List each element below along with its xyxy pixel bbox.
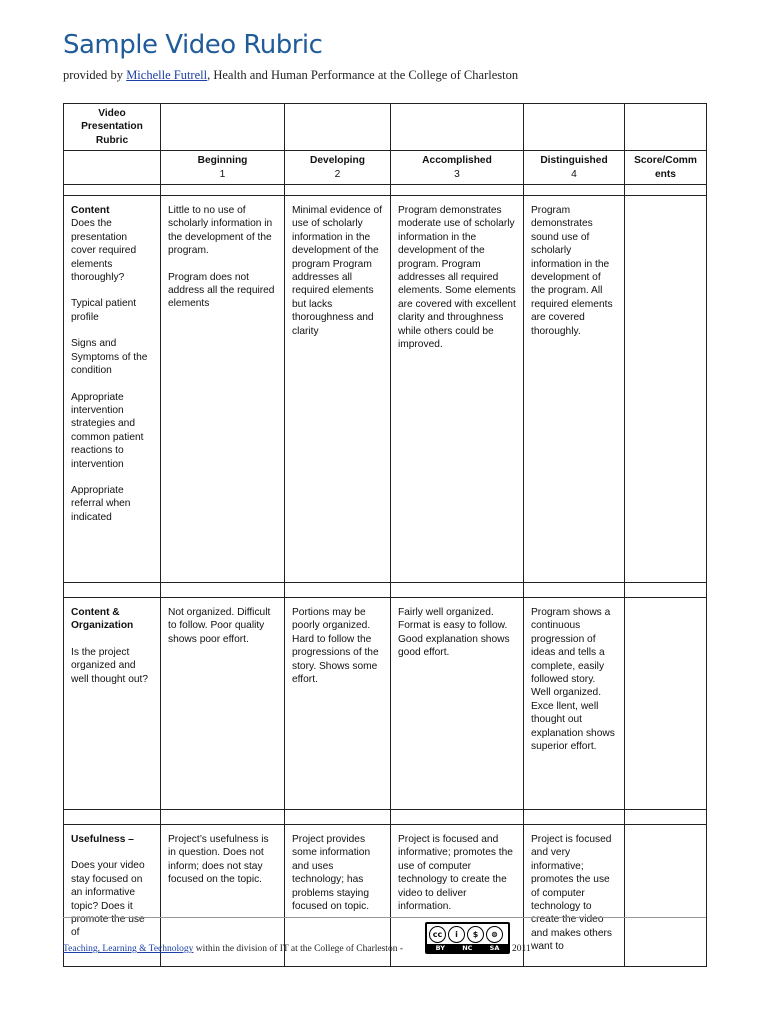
- criterion-label: Content: [71, 205, 110, 217]
- empty-header-cell: [625, 104, 707, 151]
- level-score: 4: [571, 168, 577, 180]
- rubric-cell-text: Project’s usefulness is in question. Does not inform; does not stay focused on the topic.: [168, 834, 269, 886]
- score-cell[interactable]: [625, 825, 707, 967]
- footer: [63, 944, 403, 954]
- spacer-cell: [391, 185, 524, 196]
- rubric-cell: [161, 196, 285, 583]
- page-title: Sample Video Rubric: [63, 30, 323, 60]
- separator-cell: [625, 810, 707, 825]
- header-row-title: [64, 104, 707, 151]
- criterion-description: Appropriate intervention strategies and common patient reactions to intervention: [71, 391, 144, 470]
- score-comments-header: Score/Comm ents: [625, 151, 707, 185]
- separator-cell: [161, 583, 285, 598]
- sa-label: SA: [489, 944, 500, 952]
- separator-cell: [391, 810, 524, 825]
- spacer-row: [64, 185, 707, 196]
- separator-cell: [64, 810, 161, 825]
- provided-by-text: provided by: [63, 68, 127, 82]
- rubric-cell: [524, 196, 625, 583]
- empty-header-cell: [64, 151, 161, 185]
- empty-header-cell: [391, 104, 524, 151]
- criterion-description: Is the project organized and well thought out?: [71, 646, 149, 685]
- rubric-cell-text: Program does not address all the required elements: [168, 271, 275, 310]
- rubric-cell: [161, 598, 285, 810]
- spacer-cell: [64, 185, 161, 196]
- level-name: Developing: [310, 155, 365, 167]
- level-header-beginning: [161, 151, 285, 185]
- separator-row: [64, 583, 707, 598]
- score-cell[interactable]: [625, 196, 707, 583]
- rubric-cell: [524, 598, 625, 810]
- rubric-cell-text: Minimal evidence of use of scholarly information in the development of the program Program addresses all required elements but lacks thoroughness and clarity: [292, 205, 383, 337]
- level-name: Accomplished: [422, 155, 492, 167]
- rubric-cell-text: Project is focused and very informative; promotes the use of computer technology to create the video and makes others want to: [531, 834, 612, 953]
- spacer-cell: [524, 185, 625, 196]
- footer-text: within the division of IT at the College of Charleston -: [193, 944, 403, 954]
- criterion-label: Usefulness –: [71, 834, 134, 846]
- level-name: Beginning: [197, 155, 248, 167]
- spacer-cell: [285, 185, 391, 196]
- corner-label: Video Presentation Rubric: [64, 104, 161, 151]
- author-link[interactable]: Michelle Futrell: [126, 68, 208, 82]
- noncommercial-icon: $: [467, 926, 484, 943]
- rubric-cell-text: Project provides some information and uses technology; has problems staying focused on topic.: [292, 834, 371, 913]
- subtitle: [63, 68, 518, 83]
- rubric-cell: [391, 598, 524, 810]
- level-score: 2: [334, 168, 341, 180]
- copyright-year: 2011: [512, 944, 531, 954]
- cc-icon: cc: [429, 926, 446, 943]
- rubric-cell-text: Program demonstrates moderate use of scholarly information in the development of the program. Program addresses all required elements. Some elements are covered with excellent clarity and throughness while others could be improved.: [398, 205, 516, 351]
- rubric-table: [63, 103, 707, 967]
- rubric-cell-text: Fairly well organized. Format is easy to follow. Good explanation shows good effort.: [398, 607, 510, 659]
- level-header-accomplished: [391, 151, 524, 185]
- criterion-description: Typical patient profile: [71, 298, 137, 323]
- rubric-cell-text: Portions may be poorly organized. Hard to follow the progressions of the story. Shows some effort.: [292, 607, 379, 686]
- spacer-cell: [161, 185, 285, 196]
- separator-cell: [391, 583, 524, 598]
- empty-header-cell: [524, 104, 625, 151]
- level-header-distinguished: [524, 151, 625, 185]
- criterion-description: Does the presentation cover required elements thoroughly?: [71, 218, 137, 284]
- criterion-description: Signs and Symptoms of the condition: [71, 338, 148, 377]
- rubric-cell-text: Little to no use of scholarly information in the development of the program.: [168, 205, 273, 257]
- tlt-link[interactable]: Teaching, Learning & Technology: [63, 944, 194, 954]
- criterion-row: [64, 196, 707, 583]
- rubric-cell-text: Program shows a continuous progression of ideas and tells a complete, easily followed story. Well organized. Exce llent, well thought out explanation shows superior effort.: [531, 607, 615, 753]
- separator-cell: [285, 583, 391, 598]
- by-label: BY: [435, 944, 445, 952]
- rubric-cell: [285, 598, 391, 810]
- rubric-cell: [391, 196, 524, 583]
- criterion-cell: [64, 598, 161, 810]
- level-name: Distinguished: [540, 155, 608, 167]
- separator-row: [64, 810, 707, 825]
- criterion-row: [64, 598, 707, 810]
- sharealike-icon: ⊜: [486, 926, 503, 943]
- header-row-levels: [64, 151, 707, 185]
- separator-cell: [285, 810, 391, 825]
- empty-header-cell: [161, 104, 285, 151]
- nc-label: NC: [462, 944, 473, 952]
- rubric-cell: [524, 825, 625, 967]
- separator-cell: [524, 810, 625, 825]
- level-header-developing: [285, 151, 391, 185]
- footer-divider: [63, 917, 706, 918]
- rubric-cell-text: Program demonstrates sound use of scholarly information in the development of the program. All required elements are covered thoroughly.: [531, 205, 613, 337]
- level-score: 3: [454, 168, 460, 180]
- spacer-cell: [625, 185, 707, 196]
- rubric-cell-text: Project is focused and informative; promotes the use of computer technology to create the video to deliver information.: [398, 834, 513, 913]
- criterion-label: Content & Organization: [71, 607, 134, 632]
- separator-cell: [524, 583, 625, 598]
- criterion-description: Appropriate referral when indicated: [71, 484, 131, 523]
- score-cell[interactable]: [625, 598, 707, 810]
- creative-commons-license-icon[interactable]: [425, 922, 510, 954]
- criterion-description: Does your video stay focused on an informative topic? Does it promote the use of: [71, 860, 145, 939]
- separator-cell: [625, 583, 707, 598]
- rubric-cell-text: Not organized. Difficult to follow. Poor quality shows poor effort.: [168, 607, 271, 645]
- level-score: 1: [219, 168, 226, 180]
- attribution-icon: i: [448, 926, 465, 943]
- separator-cell: [64, 583, 161, 598]
- affiliation-text: , Health and Human Performance at the College of Charleston: [207, 68, 519, 82]
- empty-header-cell: [285, 104, 391, 151]
- rubric-cell: [285, 196, 391, 583]
- criterion-cell: [64, 196, 161, 583]
- separator-cell: [161, 810, 285, 825]
